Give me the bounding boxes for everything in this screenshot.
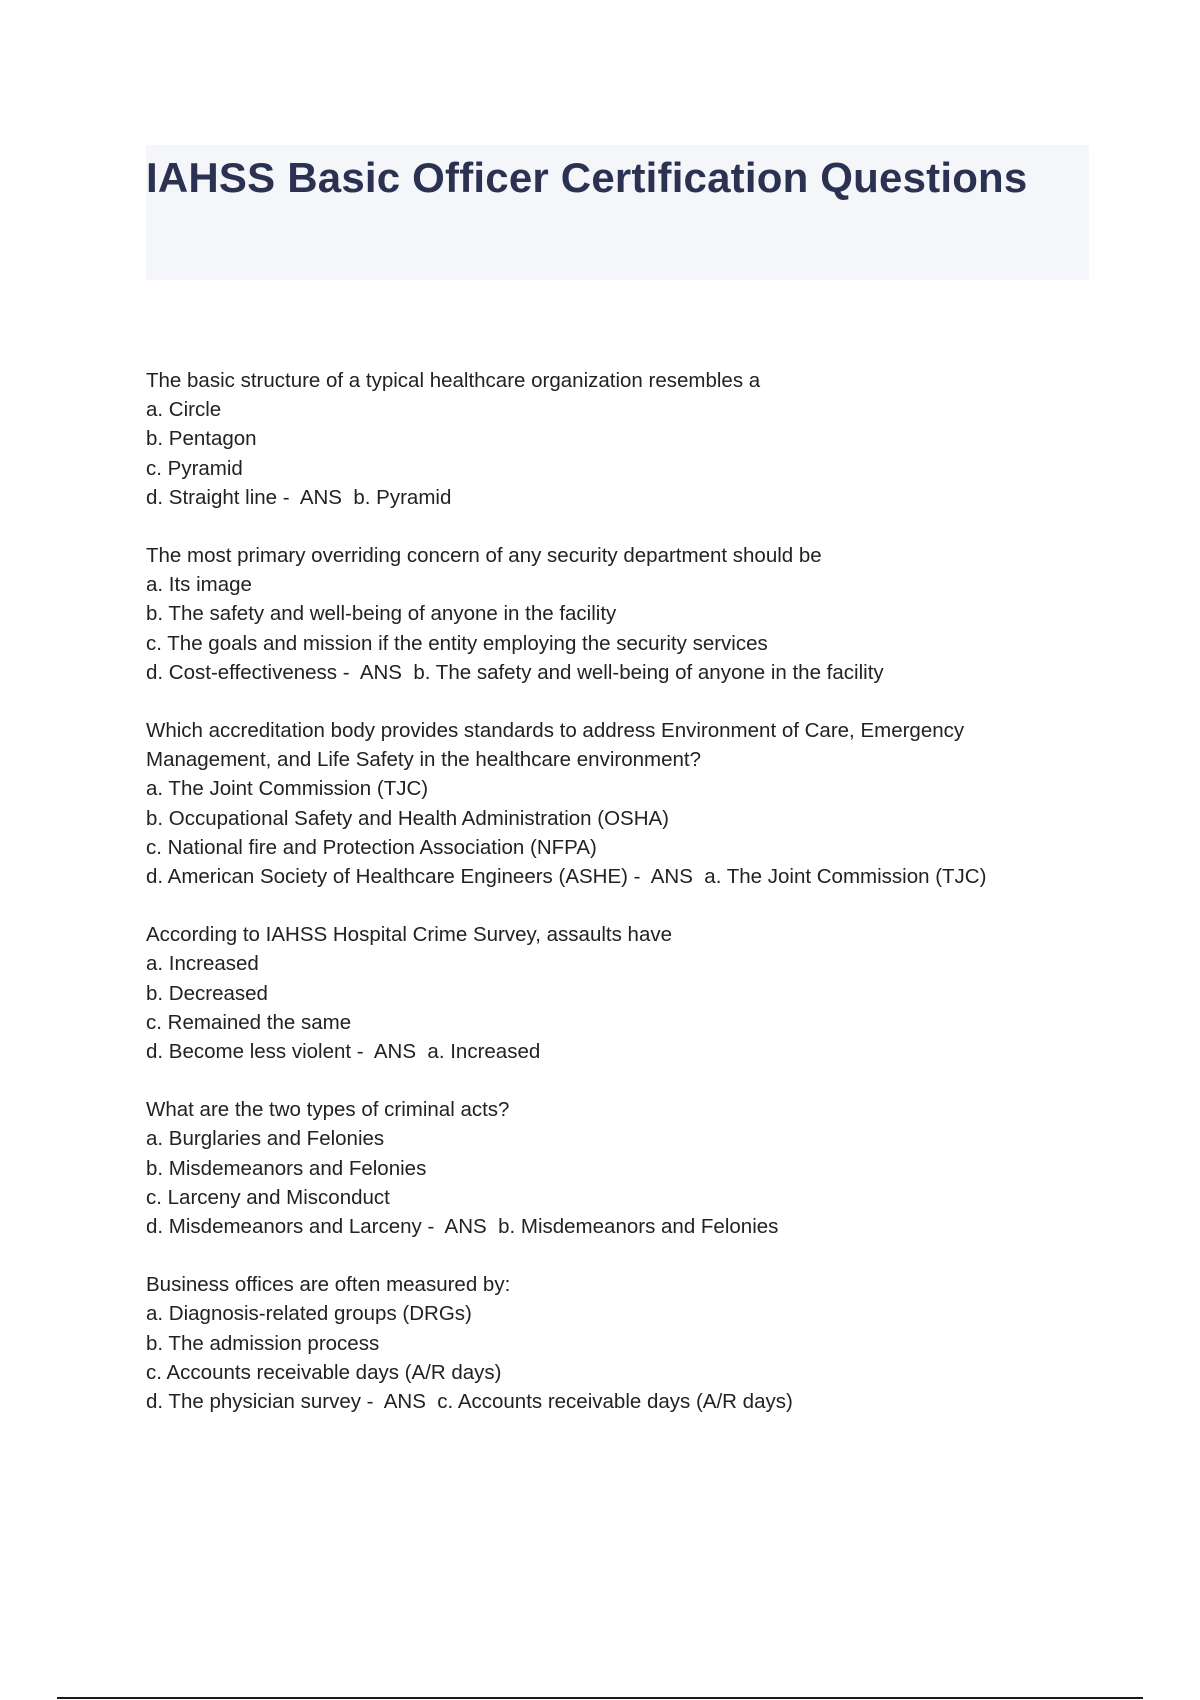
answer-option-with-key: d. Cost-effectiveness - ANS b. The safety and well-being of anyone in the facility — [146, 660, 884, 684]
question-text: Which accreditation body provides standards to address Environment of Care, Emergency — [146, 719, 965, 743]
answer-option: c. Larceny and Misconduct — [146, 1185, 390, 1209]
answer-option: c. The goals and mission if the entity employing the security services — [146, 631, 768, 655]
answer-option: c. Remained the same — [146, 1010, 352, 1034]
question-text-continued: Management, and Life Safety in the healthcare environment? — [146, 748, 701, 772]
question-block — [146, 1270, 1096, 1416]
answer-option: a. Burglaries and Felonies — [146, 1127, 385, 1151]
answer-option: a. Diagnosis-related groups (DRGs) — [146, 1302, 472, 1326]
answer-option-with-key: d. Misdemeanors and Larceny - ANS b. Misdemeanors and Felonies — [146, 1215, 779, 1239]
answer-option-with-key: d. American Society of Healthcare Engineers (ASHE) - ANS a. The Joint Commission (TJC) — [146, 865, 987, 889]
question-text: What are the two types of criminal acts? — [146, 1098, 510, 1122]
answer-option: a. Circle — [146, 398, 222, 422]
answer-option: b. Decreased — [146, 981, 268, 1005]
answer-option: b. The safety and well-being of anyone in the facility — [146, 602, 617, 626]
answer-option: c. National fire and Protection Association (NFPA) — [146, 835, 597, 859]
answer-option: b. Pentagon — [146, 427, 257, 451]
footer-divider — [57, 1697, 1143, 1699]
question-block — [146, 1095, 1096, 1241]
question-text: The basic structure of a typical healthcare organization resembles a — [146, 369, 761, 392]
answer-option: a. Increased — [146, 952, 259, 976]
answer-option-with-key: d. Become less violent - ANS a. Increased — [146, 1040, 541, 1064]
answer-option-with-key: d. The physician survey - ANS c. Accounts receivable days (A/R days) — [146, 1390, 793, 1414]
title-block — [146, 145, 1089, 280]
answer-option-with-key: d. Straight line - ANS b. Pyramid — [146, 485, 452, 509]
question-block — [146, 541, 1096, 687]
document-title: IAHSS Basic Officer Certification Questions — [146, 154, 1028, 201]
answer-option: b. The admission process — [146, 1331, 380, 1355]
answer-option: c. Pyramid — [146, 456, 243, 480]
question-text: Business offices are often measured by: — [146, 1273, 511, 1297]
question-text: According to IAHSS Hospital Crime Survey, assaults have — [146, 923, 673, 947]
question-text: The most primary overriding concern of any security department should be — [146, 544, 822, 568]
answer-option: b. Occupational Safety and Health Administration (OSHA) — [146, 806, 670, 830]
question-list — [146, 366, 1096, 1445]
question-block — [146, 716, 1096, 891]
answer-option: a. Its image — [146, 573, 252, 597]
answer-option: b. Misdemeanors and Felonies — [146, 1156, 427, 1180]
answer-option: c. Accounts receivable days (A/R days) — [146, 1360, 502, 1384]
question-block — [146, 920, 1096, 1066]
question-block — [146, 366, 1096, 512]
answer-option: a. The Joint Commission (TJC) — [146, 777, 429, 801]
